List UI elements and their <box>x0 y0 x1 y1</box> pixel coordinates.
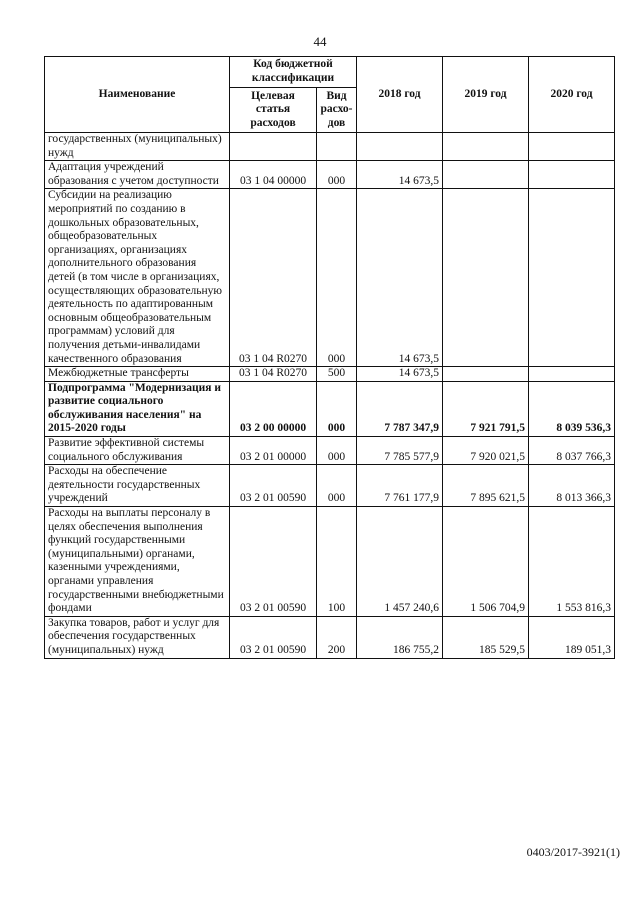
row-2020 <box>529 367 615 382</box>
row-2019 <box>443 189 529 367</box>
table-row <box>45 465 615 507</box>
row-name: государственных (муниципальных) нужд <box>45 133 230 161</box>
row-name: Развитие эффективной системы социального обслуживания <box>45 437 230 465</box>
row-code: 03 2 00 00000 <box>230 381 317 436</box>
row-2019: 7 895 621,5 <box>443 465 529 507</box>
row-2019: 7 921 791,5 <box>443 381 529 436</box>
row-2020 <box>529 189 615 367</box>
row-2018: 14 673,5 <box>357 161 443 189</box>
budget-table <box>44 56 615 659</box>
row-type <box>317 133 357 161</box>
table-row <box>45 507 615 617</box>
row-type: 000 <box>317 465 357 507</box>
page-number: 44 <box>313 34 327 49</box>
row-type: 100 <box>317 507 357 617</box>
row-2018: 1 457 240,6 <box>357 507 443 617</box>
row-2019: 185 529,5 <box>443 616 529 658</box>
row-type: 000 <box>317 381 357 436</box>
row-code: 03 1 04 R0270 <box>230 367 317 382</box>
table-row-subprogram <box>45 381 615 436</box>
row-code: 03 2 01 00590 <box>230 616 317 658</box>
header-name: Наименование <box>45 57 230 133</box>
row-name: Межбюджетные трансферты <box>45 367 230 382</box>
header-target-article: Целевая статья расходов <box>230 88 317 133</box>
row-code: 03 1 04 R0270 <box>230 189 317 367</box>
row-2019 <box>443 367 529 382</box>
row-name: Расходы на выплаты персоналу в целях обеспечения выполнения функций государственными (муниципальными) органами, казенными учреждениями, органами управления государственными внебюджетными фондами <box>45 507 230 617</box>
table-row <box>45 189 615 367</box>
row-name: Субсидии на реализацию мероприятий по созданию в дошкольных образовательных, общеобразовательных организациях, организациях дополнительного образования детей (в том числе в организациях, осуществляющих образовательную деятельность по адаптированным основным общеобразовательным программам) условий для получения детьми-инвалидами качественного образования <box>45 189 230 367</box>
row-type: 200 <box>317 616 357 658</box>
row-2020: 189 051,3 <box>529 616 615 658</box>
row-name: Закупка товаров, работ и услуг для обеспечения государственных (муниципальных) нужд <box>45 616 230 658</box>
table-row <box>45 616 615 658</box>
header-expense-type: Вид расхо-дов <box>317 88 357 133</box>
row-code: 03 2 01 00590 <box>230 507 317 617</box>
header-2020: 2020 год <box>529 57 615 133</box>
header-budget-code: Код бюджетной классификации <box>230 57 357 88</box>
row-2020 <box>529 161 615 189</box>
row-type: 000 <box>317 189 357 367</box>
table-header-row <box>45 57 615 88</box>
row-2018: 14 673,5 <box>357 189 443 367</box>
row-name: Адаптация учреждений образования с учетом доступности <box>45 161 230 189</box>
header-2018: 2018 год <box>357 57 443 133</box>
row-2019: 1 506 704,9 <box>443 507 529 617</box>
row-2019: 7 920 021,5 <box>443 437 529 465</box>
row-type: 500 <box>317 367 357 382</box>
table-row <box>45 161 615 189</box>
row-2020: 8 013 366,3 <box>529 465 615 507</box>
row-2020: 8 039 536,3 <box>529 381 615 436</box>
row-2018: 14 673,5 <box>357 367 443 382</box>
row-2018: 7 761 177,9 <box>357 465 443 507</box>
scan-stamp-strip <box>64 898 404 902</box>
row-type: 000 <box>317 161 357 189</box>
header-2019: 2019 год <box>443 57 529 133</box>
row-2019 <box>443 161 529 189</box>
row-name: Подпрограмма "Модернизация и развитие социального обслуживания населения" на 2015-2020 годы <box>45 381 230 436</box>
row-2019 <box>443 133 529 161</box>
row-type: 000 <box>317 437 357 465</box>
row-code: 03 2 01 00000 <box>230 437 317 465</box>
table-row <box>45 367 615 382</box>
row-2018: 7 787 347,9 <box>357 381 443 436</box>
row-2020: 8 037 766,3 <box>529 437 615 465</box>
row-name: Расходы на обеспечение деятельности государственных учреждений <box>45 465 230 507</box>
row-code <box>230 133 317 161</box>
table-row <box>45 133 615 161</box>
row-code: 03 1 04 00000 <box>230 161 317 189</box>
row-2018: 7 785 577,9 <box>357 437 443 465</box>
row-2018 <box>357 133 443 161</box>
document-code: 0403/2017-3921(1) <box>526 845 620 859</box>
row-code: 03 2 01 00590 <box>230 465 317 507</box>
row-2018: 186 755,2 <box>357 616 443 658</box>
row-2020 <box>529 133 615 161</box>
row-2020: 1 553 816,3 <box>529 507 615 617</box>
table-row <box>45 437 615 465</box>
